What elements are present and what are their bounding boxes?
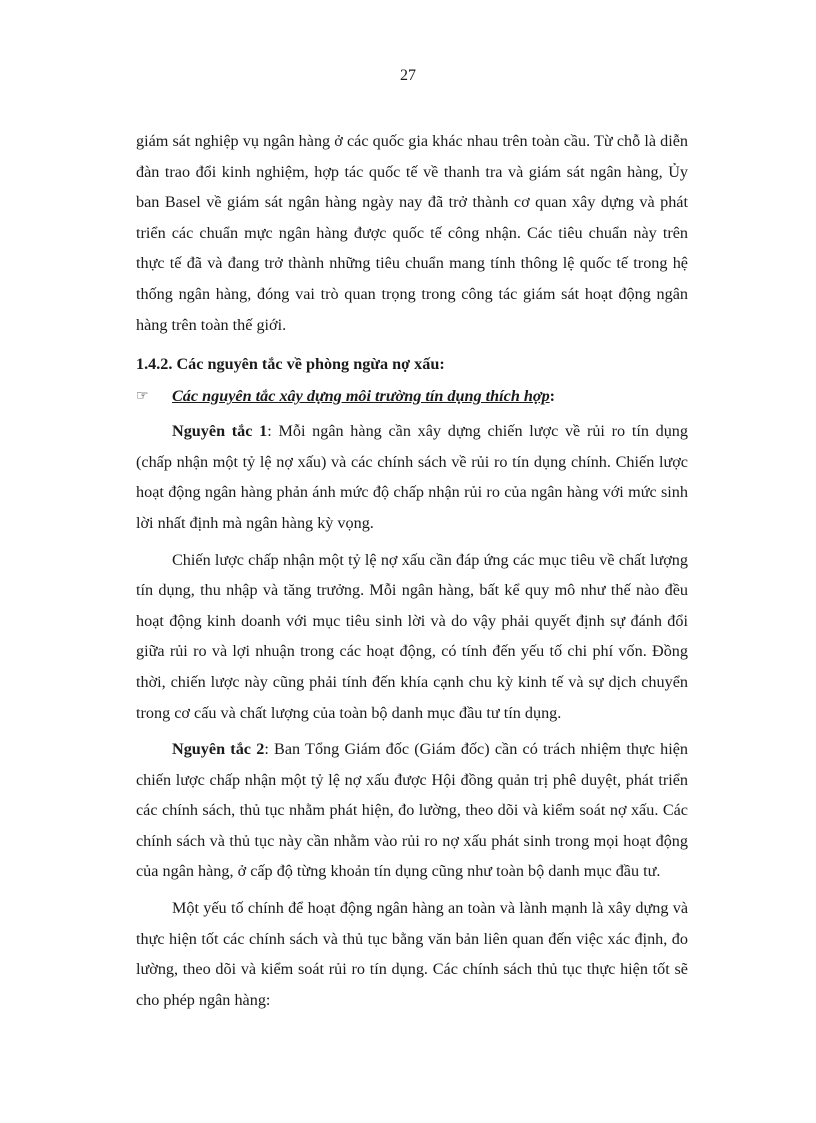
paragraph-principle-2 (136, 734, 688, 887)
paragraph-policies: Một yếu tố chính để hoạt động ngân hàng an toàn và lành mạnh là xây dựng và thực hiện tốt các chính sách và thủ tục bằng văn bản liên quan đến việc xác định, đo lường, theo dõi và kiểm soát rủi ro tín dụng. Các chính sách thủ tục thực hiện tốt sẽ cho phép ngân hàng: (136, 899, 688, 1009)
section-heading: 1.4.2. Các nguyên tắc về phòng ngừa nợ xấu: (136, 355, 445, 374)
page-number: 27 (400, 67, 416, 84)
bullet-item (136, 381, 688, 411)
paragraph-strategy: Chiến lược chấp nhận một tỷ lệ nợ xấu cần đáp ứng các mục tiêu về chất lượng tín dụng, thu nhập và tăng trưởng. Mỗi ngân hàng, bất kể quy mô như thế nào đều hoạt động kinh doanh với mục tiêu sinh lời và do vậy phải quyết định sự đánh đổi giữa rủi ro và lợi nhuận trong các hoạt động, có tính đến yếu tố chi phí vốn. Đồng thời, chiến lược này cũng phải tính đến khía cạnh chu kỳ kinh tế và sự dịch chuyển trong cơ cấu và chất lượng của toàn bộ danh mục đầu tư tín dụng. (136, 550, 688, 722)
principle-2-text: : Ban Tổng Giám đốc (Giám đốc) cần có trách nhiệm thực hiện chiến lược chấp nhận một tỷ lệ nợ xấu được Hội đồng quản trị phê duyệt, phát triển các chính sách, thủ tục nhằm phát hiện, đo lường, theo dõi và kiểm soát nợ xấu. Các chính sách và thủ tục này cần nhằm vào rủi ro nợ xấu phát sinh trong mọi hoạt động của ngân hàng, ở cấp độ từng khoản tín dụng cũng như toàn bộ danh mục đầu tư. (136, 740, 688, 881)
paragraph-basel-committee: giám sát nghiệp vụ ngân hàng ở các quốc gia khác nhau trên toàn cầu. Từ chỗ là diễn đàn trao đổi kinh nghiệm, hợp tác quốc tế về thanh tra và giám sát ngân hàng, Ủy ban Basel về giám sát ngân hàng ngày nay đã trở thành cơ quan xây dựng và phát triển các chuẩn mực ngân hàng được quốc tế công nhận. Các tiêu chuẩn này trên thực tế đã và đang trở thành những tiêu chuẩn mang tính thông lệ quốc tế trong hệ thống ngân hàng, đóng vai trò quan trọng trong công tác giám sát hoạt động ngân hàng trên toàn thế giới. (136, 132, 688, 334)
pointing-hand-icon: ☞ (136, 388, 149, 405)
paragraph-principle-1 (136, 416, 688, 538)
document-body (136, 126, 688, 1015)
principle-1-label: Nguyên tắc 1 (172, 422, 268, 441)
principle-1-text: : Mỗi ngân hàng cần xây dựng chiến lược về rủi ro tín dụng (chấp nhận một tỷ lệ nợ xấu) và các chính sách về rủi ro tín dụng chính. Chiến lược hoạt động ngân hàng phản ánh mức độ chấp nhận rủi ro của ngân hàng với mức sinh lời nhất định mà ngân hàng kỳ vọng. (136, 422, 688, 532)
bullet-colon: : (549, 387, 556, 406)
principle-2-label: Nguyên tắc 2 (172, 740, 265, 759)
bullet-text: Các nguyên tắc xây dựng môi trường tín dụng thích hợp (172, 387, 550, 406)
